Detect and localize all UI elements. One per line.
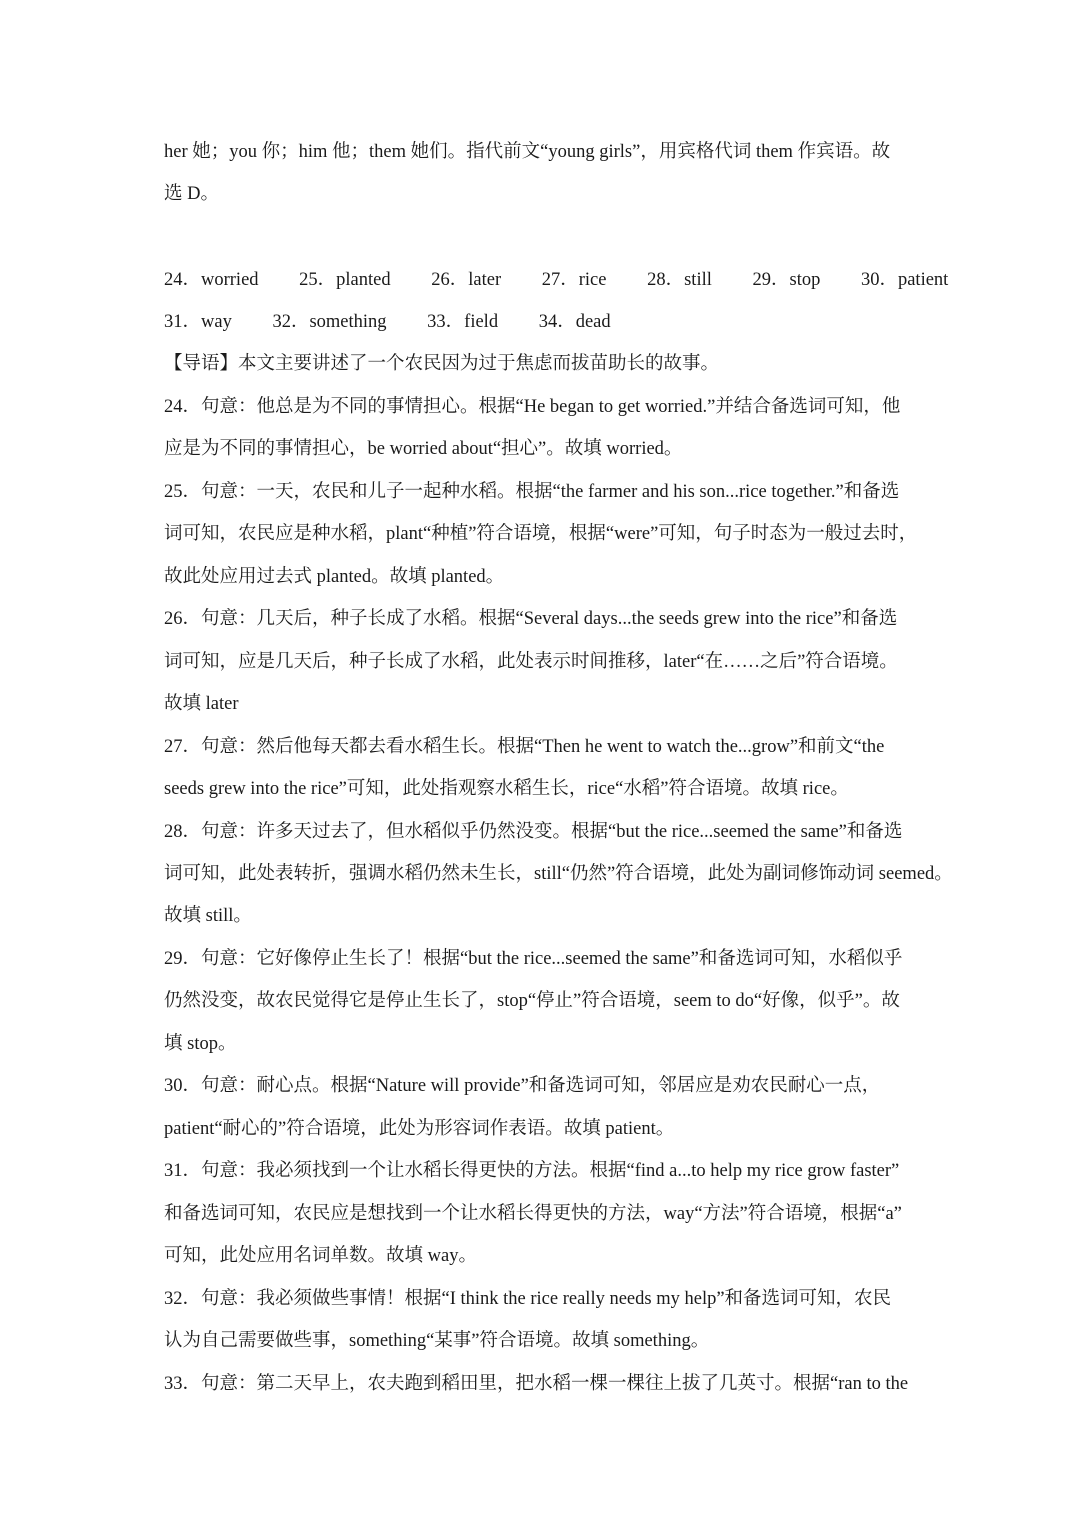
explanation-line: 28．句意：许多天过去了，但水稻似乎仍然没变。根据“but the rice...seemed the same”和备选 xyxy=(164,822,903,842)
explanation-line: 词可知，农民应是种水稻，plant“种植”符合语境，根据“were”可知，句子时态为一般过去时， xyxy=(164,524,918,544)
explanation-line: 词可知，应是几天后，种子长成了水稻，此处表示时间推移，later“在……之后”符合语境。 xyxy=(164,652,898,672)
explanation-line: 故填 later xyxy=(164,694,239,714)
answer-item: 28．still xyxy=(647,270,712,290)
explanation-line: 词可知，此处表转折，强调水稻仍然未生长，still“仍然”符合语境，此处为副词修饰动词 seemed。 xyxy=(164,864,953,884)
intro-line: 【导语】本文主要讲述了一个农民因为过于焦虑而拔苗助长的故事。 xyxy=(164,354,720,374)
answer-item: 29．stop xyxy=(752,270,821,290)
explanation-line: 和备选词可知，农民应是想找到一个让水稻长得更快的方法，way“方法”符合语境，根据“a” xyxy=(164,1204,902,1224)
explanation-line: 故填 still。 xyxy=(164,906,252,926)
answer-item: 26．later xyxy=(431,270,502,290)
explanation-line: her 她；you 你；him 他；them 她们。指代前文“young girls”，用宾格代词 them 作宾语。故 xyxy=(164,142,891,162)
explanation-line: 24．句意：他总是为不同的事情担心。根据“He began to get worried.”并结合备选词可知，他 xyxy=(164,397,901,417)
explanation-line: patient“耐心的”符合语境，此处为形容词作表语。故填 patient。 xyxy=(164,1119,675,1139)
explanation-line: 选 D。 xyxy=(164,184,219,204)
explanation-line: 故此处应用过去式 planted。故填 planted。 xyxy=(164,567,505,587)
answer-item: 33．field xyxy=(427,312,499,332)
answer-item: 24．worried xyxy=(164,270,259,290)
explanation-line: 30．句意：耐心点。根据“Nature will provide”和备选词可知，邻居应是劝农民耐心一点， xyxy=(164,1076,881,1096)
explanation-line: 32．句意：我必须做些事情！根据“I think the rice really needs my help”和备选词可知，农民 xyxy=(164,1289,892,1309)
explanation-line: 填 stop。 xyxy=(164,1034,237,1054)
answer-key-row xyxy=(164,309,934,335)
answer-item: 27．rice xyxy=(541,270,607,290)
explanation-line: 仍然没变，故农民觉得它是停止生长了，stop“停止”符合语境，seem to do“好像，似乎”。故 xyxy=(164,991,900,1011)
explanation-line: 33．句意：第二天早上，农夫跑到稻田里，把水稻一棵一棵往上拔了几英寸。根据“ran to the xyxy=(164,1374,909,1394)
explanation-line: 31．句意：我必须找到一个让水稻长得更快的方法。根据“find a...to help my rice grow faster” xyxy=(164,1161,900,1181)
answer-item: 31．way xyxy=(164,312,232,332)
explanation-line: 认为自己需要做些事，something“某事”符合语境。故填 something。 xyxy=(164,1331,710,1351)
explanation-line: 可知，此处应用名词单数。故填 way。 xyxy=(164,1246,477,1266)
explanation-line: 29．句意：它好像停止生长了！根据“but the rice...seemed the same”和备选词可知，水稻似乎 xyxy=(164,949,903,969)
explanation-line: 26．句意：几天后，种子长成了水稻。根据“Several days...the seeds grew into the rice”和备选 xyxy=(164,609,898,629)
explanation-line: 应是为不同的事情担心，be worried about“担心”。故填 worried。 xyxy=(164,439,683,459)
explanation-line: 25．句意：一天，农民和儿子一起种水稻。根据“the farmer and his son...rice together.”和备选 xyxy=(164,482,900,502)
answer-item: 30．patient xyxy=(860,270,949,290)
answer-item: 32．something xyxy=(272,312,387,332)
answer-item: 34．dead xyxy=(538,312,611,332)
answer-item: 25．planted xyxy=(299,270,391,290)
explanation-line: 27．句意：然后他每天都去看水稻生长。根据“Then he went to watch the...grow”和前文“the xyxy=(164,737,885,757)
explanation-line: seeds grew into the rice”可知，此处指观察水稻生长，rice“水稻”符合语境。故填 rice。 xyxy=(164,779,849,799)
answer-key-row xyxy=(164,267,949,293)
